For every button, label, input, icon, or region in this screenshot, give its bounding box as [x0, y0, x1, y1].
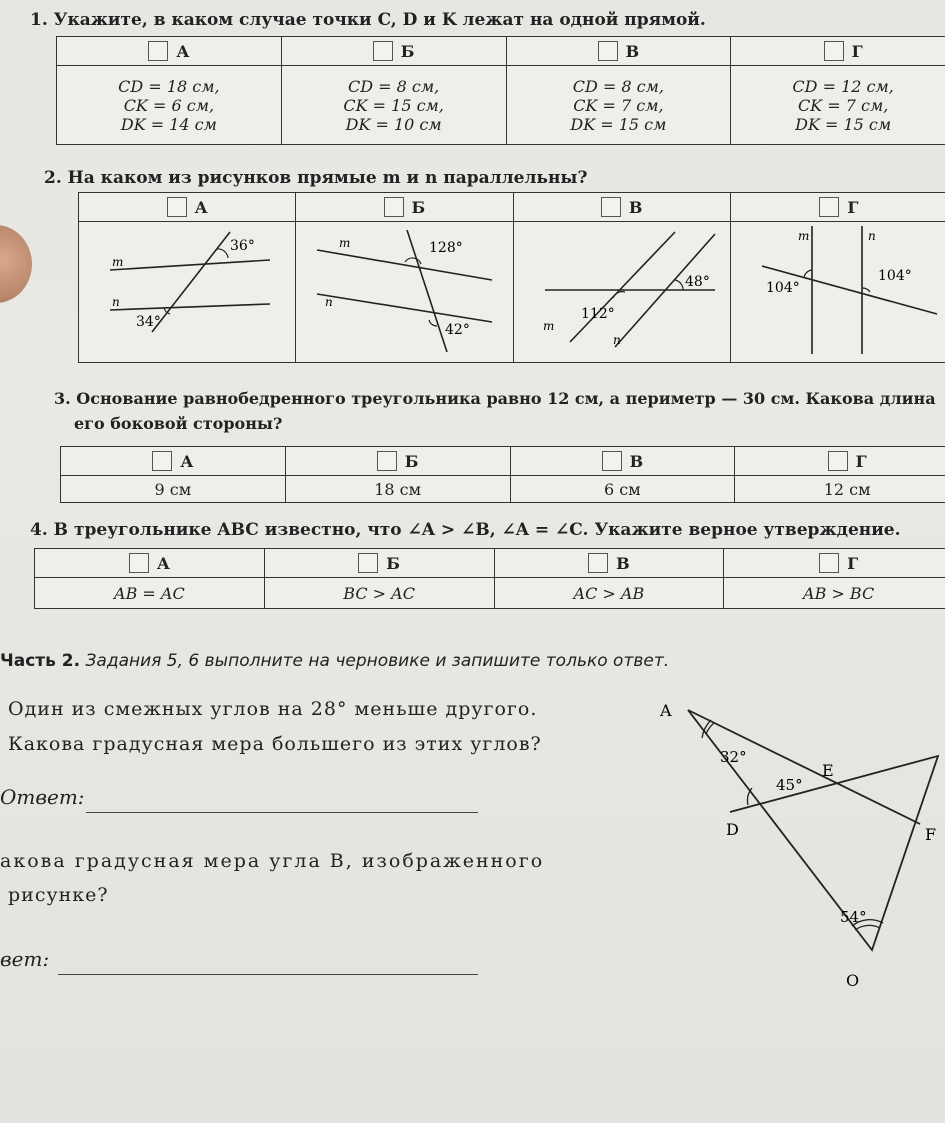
triangle-diagram: [640, 690, 945, 990]
q3-answer-v: 6 см: [510, 476, 735, 503]
fig-v-diagram: [515, 222, 729, 358]
q3-head-b[interactable]: [285, 447, 510, 476]
q2-fig-v: [513, 222, 730, 363]
q2-head-v[interactable]: [513, 193, 730, 222]
label-m: m: [797, 229, 810, 243]
q2-fig-g: [730, 222, 945, 363]
q6-line1: акова градусная мера угла B, изображенного: [0, 850, 545, 872]
option-letter: Б: [386, 553, 400, 573]
option-letter: Г: [847, 197, 859, 217]
cell-line: CD = 8 см,: [572, 76, 664, 96]
q1-table: [56, 36, 945, 145]
q4-head-a[interactable]: [35, 549, 265, 578]
q2-head-b[interactable]: [296, 193, 513, 222]
q4-table: [34, 548, 945, 609]
fig-g-diagram: [732, 222, 945, 358]
option-letter: Г: [847, 553, 859, 573]
angle-label: 112°: [580, 306, 615, 322]
q2-head-g[interactable]: [730, 193, 945, 222]
cell-line: CK = 15 см,: [343, 95, 444, 115]
q6-answer-field[interactable]: [58, 974, 478, 975]
option-letter: Б: [400, 41, 415, 61]
part2-instruction: Задания 5, 6 выполните на черновике и запишите только ответ.: [85, 651, 670, 671]
q2-question: 2. На каком из рисунков прямые m и n параллельны?: [44, 168, 588, 188]
cell-line: CK = 7 см,: [573, 95, 664, 115]
q5-answer-label: Ответ:: [0, 785, 85, 809]
angle-o-label: 54°: [840, 908, 867, 926]
option-letter: А: [194, 197, 208, 217]
cell-line: CK = 6 см,: [123, 95, 215, 115]
q3-question-line2: его боковой стороны?: [74, 414, 283, 433]
cell-line: CD = 8 см,: [348, 76, 440, 96]
option-letter: Г: [851, 41, 863, 61]
option-letter: В: [616, 553, 630, 573]
q5-line1: Один из смежных углов на 28° меньше другого.: [8, 698, 538, 720]
vertex-o: O: [846, 971, 860, 990]
fig-a-diagram: [80, 222, 294, 358]
q4-answer-a: AB = AC: [35, 578, 265, 609]
option-letter: Б: [404, 451, 419, 471]
part2-heading: [0, 651, 669, 671]
label-n: n: [867, 229, 876, 243]
checkbox[interactable]: [819, 197, 839, 217]
q3-answer-b: 18 см: [285, 476, 510, 503]
q3-answer-a: 9 см: [61, 476, 286, 503]
q1-cell-a: [57, 66, 282, 145]
cell-line: CD = 12 см,: [792, 76, 894, 96]
q3-question-line1: 3. Основание равнобедренного треугольника равно 12 см, а периметр — 30 см. Какова длина: [54, 389, 936, 408]
q4-head-v[interactable]: [494, 549, 724, 578]
angle-a-label: 32°: [720, 748, 747, 766]
option-letter: В: [628, 197, 643, 217]
angle-d-label: 45°: [776, 776, 803, 794]
q3-table: [60, 446, 945, 503]
q4-head-b[interactable]: [264, 549, 494, 578]
q2-table: [78, 192, 945, 363]
q3-answer-g: 12 см: [735, 476, 945, 503]
q3-head-v[interactable]: [510, 447, 735, 476]
q3-head-a[interactable]: [61, 447, 286, 476]
vertex-e: E: [822, 761, 834, 780]
q1-head-v[interactable]: [506, 37, 731, 66]
checkbox[interactable]: [384, 197, 404, 217]
q4-answer-b: BC > AC: [264, 578, 494, 609]
option-letter: А: [156, 553, 170, 573]
q3-head-g[interactable]: [735, 447, 945, 476]
label-n: n: [112, 295, 120, 309]
checkbox[interactable]: [377, 451, 397, 471]
option-letter: Г: [855, 451, 867, 471]
label-m: m: [112, 255, 124, 269]
checkbox[interactable]: [373, 41, 393, 61]
q2-fig-b: [296, 222, 513, 363]
q5-answer-field[interactable]: [86, 812, 478, 813]
option-letter: В: [629, 451, 644, 471]
q1-cell-v: [506, 66, 731, 145]
q6-answer-label: вет:: [0, 947, 50, 971]
option-letter: А: [180, 451, 194, 471]
angle-label: 42°: [445, 322, 471, 338]
checkbox[interactable]: [358, 553, 378, 573]
cell-line: DK = 15 см: [795, 114, 892, 134]
vertex-a: A: [660, 701, 672, 720]
cell-line: DK = 14 см: [120, 114, 217, 134]
cell-line: DK = 15 см: [570, 114, 667, 134]
angle-label: 48°: [684, 274, 710, 290]
vertex-d: D: [726, 820, 739, 839]
q2-fig-a: [79, 222, 296, 363]
q1-head-g[interactable]: [731, 37, 945, 66]
q5-line2: Какова градусная мера большего из этих углов?: [8, 733, 542, 755]
angle-label: 128°: [429, 240, 464, 256]
angle-label: 104°: [877, 268, 912, 284]
angle-label: 104°: [765, 280, 800, 296]
checkbox[interactable]: [828, 451, 848, 471]
q1-head-b[interactable]: [281, 37, 506, 66]
checkbox[interactable]: [601, 197, 621, 217]
q4-question: 4. В треугольнике ABC известно, что ∠A > ∠B, ∠A = ∠C. Укажите верное утверждение.: [30, 520, 901, 540]
q4-answer-v: AC > AB: [494, 578, 724, 609]
triangle-figure: [640, 690, 945, 994]
label-n: n: [612, 333, 621, 347]
q4-answer-g: AB > BC: [724, 578, 945, 609]
cell-line: CD = 18 см,: [118, 76, 220, 96]
checkbox[interactable]: [167, 197, 187, 217]
label-n: n: [325, 295, 334, 309]
checkbox[interactable]: [148, 41, 168, 61]
q2-head-a[interactable]: [79, 193, 296, 222]
cell-line: CK = 7 см,: [797, 95, 889, 115]
checkbox[interactable]: [588, 553, 608, 573]
checkbox[interactable]: [152, 451, 172, 471]
q4-head-g[interactable]: [724, 549, 945, 578]
checkbox[interactable]: [824, 41, 844, 61]
checkbox[interactable]: [602, 451, 622, 471]
option-letter: А: [176, 41, 190, 61]
cell-line: DK = 10 см: [345, 114, 442, 134]
fig-b-diagram: [297, 222, 511, 358]
part2-title: Часть 2.: [0, 651, 81, 671]
checkbox[interactable]: [598, 41, 618, 61]
q1-head-a[interactable]: [57, 37, 282, 66]
q1-cell-g: [731, 66, 945, 145]
label-m: m: [542, 319, 555, 333]
angle-label: 36°: [230, 238, 255, 254]
checkbox[interactable]: [129, 553, 149, 573]
option-letter: В: [625, 41, 640, 61]
q1-question: 1. Укажите, в каком случае точки C, D и K лежат на одной прямой.: [30, 10, 706, 30]
finger: [0, 225, 32, 303]
option-letter: Б: [411, 197, 426, 217]
q6-line2: рисунке?: [8, 884, 109, 906]
checkbox[interactable]: [819, 553, 839, 573]
q1-cell-b: [281, 66, 506, 145]
label-m: m: [339, 236, 351, 250]
vertex-f: F: [925, 825, 937, 844]
angle-label: 34°: [136, 314, 161, 330]
